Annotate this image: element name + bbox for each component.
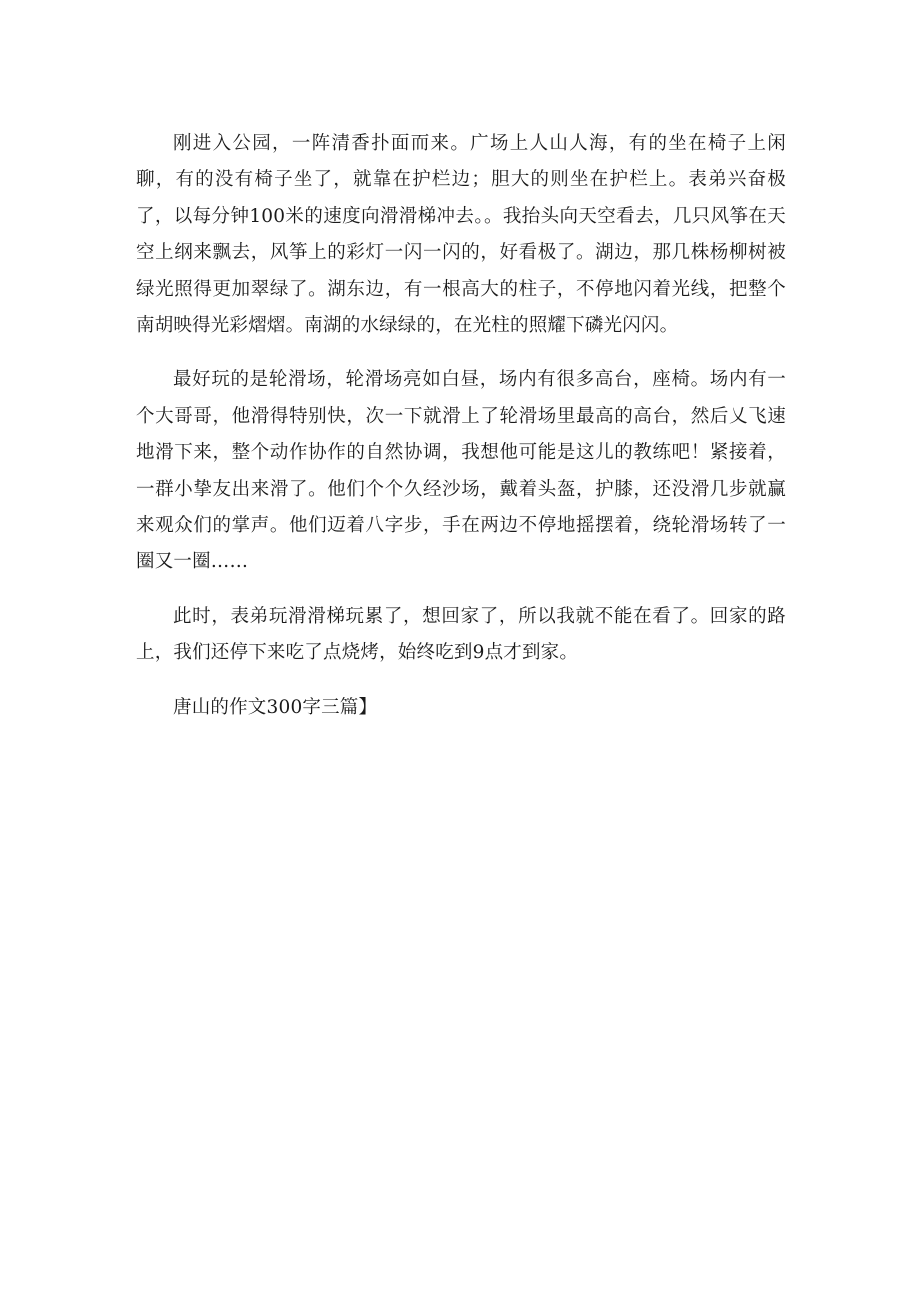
paragraph-going-home: 此时，表弟玩滑滑梯玩累了，想回家了，所以我就不能在看了。回家的路上，我们还停下来吃了点烧烤，始终吃到9点才到家。	[136, 605, 786, 664]
document-body	[136, 126, 786, 744]
paragraph-essay-title: 唐山的作文300字三篇】	[173, 696, 378, 718]
paragraph-roller-rink: 最好玩的是轮滑场，轮滑场亮如白昼，场内有很多高台，座椅。场内有一个大哥哥，他滑得特别快，次一下就滑上了轮滑场里最高的高台，然后乂飞速地滑下来，整个动作协作的自然协调，我想他可能是这儿的教练吧！紧接着，一群小挚友出来滑了。他们个个久经沙场，戴着头盔，护膝，还没滑几步就赢来观众们的掌声。他们迈着八字步，手在两边不停地摇摆着，绕轮滑场转了一圈又一圈……	[136, 369, 786, 573]
paragraph-park-entrance: 刚进入公园，一阵清香扑面而来。广场上人山人海，有的坐在椅子上闲聊，有的没有椅子坐了，就靠在护栏边；胆大的则坐在护栏上。表弟兴奋极了，以每分钟100米的速度向滑滑梯冲去。。我抬头向天空看去，几只风筝在天空上纲来飘去，风筝上的彩灯一闪一闪的，好看极了。湖边，那几株杨柳树被绿光照得更加翠绿了。湖东边，有一根高大的柱子，不停地闪着光线，把整个南胡映得光彩熠熠。南湖的水绿绿的，在光柱的照耀下磷光闪闪。	[136, 133, 786, 337]
